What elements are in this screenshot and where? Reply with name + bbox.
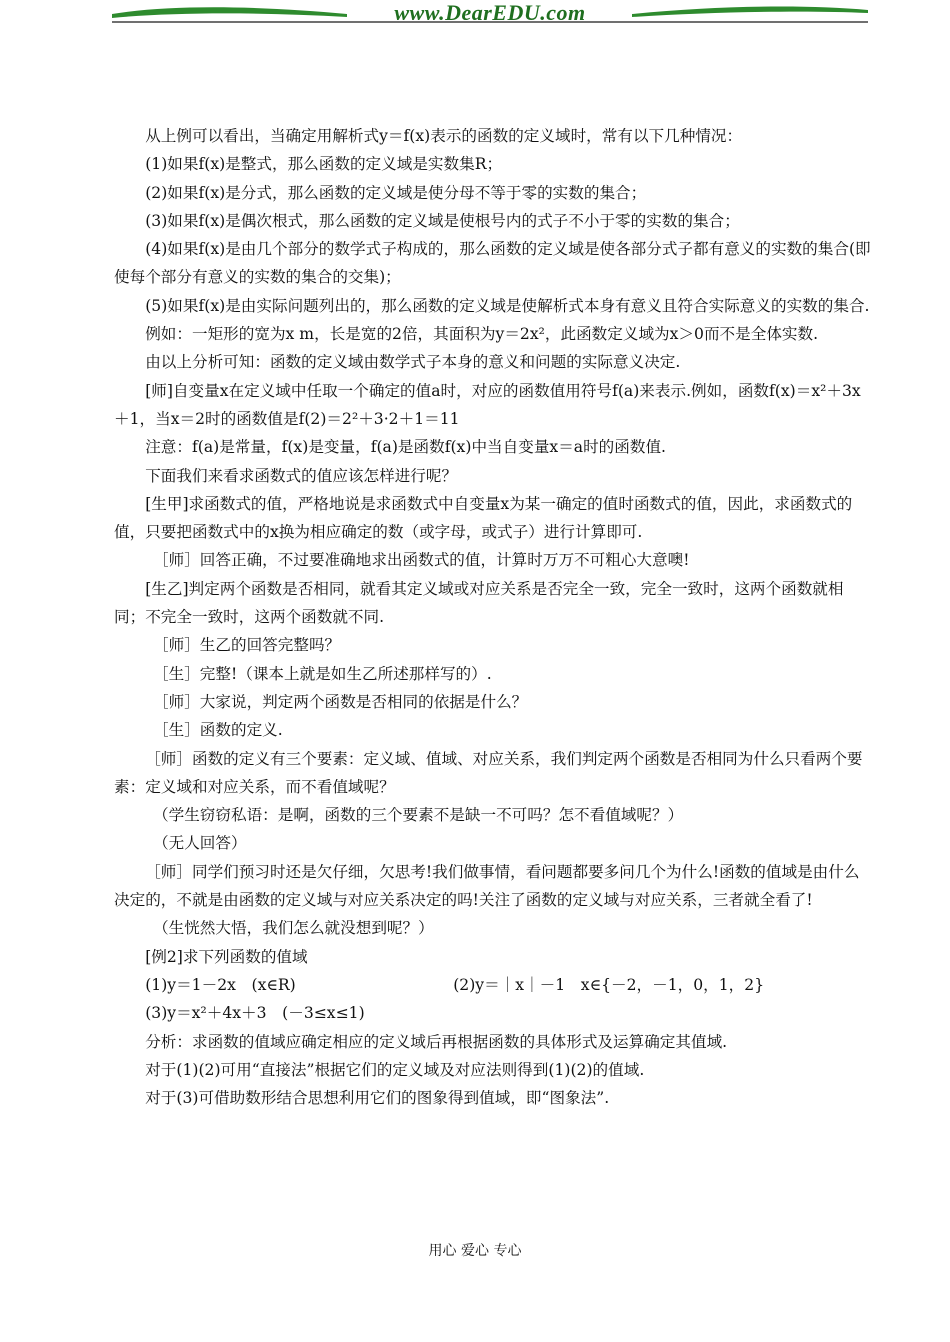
paragraph: ［师］同学们预习时还是欠仔细，欠思考!我们做事情，看问题都要多问几个为什么!函数的值域是由什么决定的，不就是由函数的定义域与对应关系决定的吗!关注了函数的定义域与对应关系，三者就全看了! (114, 862, 860, 910)
paragraph: 由以上分析可知：函数的定义域由数学式子本身的意义和问题的实际意义决定. (145, 353, 681, 372)
paragraph: [生甲]求函数式的值，严格地说是求函数式中自变量x为某一确定的值时函数式的值，因此，求函数式的值，只要把函数式中的x换为相应确定的数（或字母，或式子）进行计算即可. (114, 494, 853, 542)
analysis-paragraph: 对于(1)(2)可用“直接法”根据它们的定义域及对应法则得到(1)(2)的值域. (145, 1060, 645, 1079)
page-footer: 用心 爱心 专心 (428, 1243, 522, 1259)
example-heading: [例2]求下列函数的值域 (145, 947, 308, 966)
example-item-2: (2)y＝｜x｜－1 x∈{－2，－1，0，1，2} (453, 975, 765, 994)
site-logo[interactable]: www.DearEDU.com (394, 0, 586, 25)
example-row (114, 971, 874, 999)
paragraph: (2)如果f(x)是分式，那么函数的定义域是使分母不等于零的实数的集合； (145, 183, 647, 202)
paragraph: ［生］函数的定义. (153, 721, 283, 740)
paragraph: 下面我们来看求函数式的值应该怎样进行呢？ (145, 466, 458, 485)
analysis-paragraph: 分析：求函数的值域应确定相应的定义域后再根据函数的具体形式及运算确定其值域. (145, 1032, 728, 1051)
paragraph: ［生］完整!（课本上就是如生乙所述那样写的）. (153, 664, 492, 683)
paragraph: ［师］函数的定义有三个要素：定义域、值域、对应关系，我们判定两个函数是否相同为什么只看两个要素：定义域和对应关系，而不看值域呢？ (114, 749, 863, 796)
example-item-1: (1)y＝1－2x (x∈R) (145, 975, 296, 994)
paragraph: [师]自变量x在定义域中任取一个确定的值a时，对应的函数值用符号f(a)来表示.例如，函数f(x)＝x²＋3x＋1，当x＝2时的函数值是f(2)＝2²＋3·2＋1＝11 (114, 381, 861, 428)
analysis-paragraph: 对于(3)可借助数形结合思想利用它们的图象得到值域，即“图象法”. (145, 1089, 610, 1108)
paragraph: （无人回答） (153, 834, 247, 853)
paragraph: 从上例可以看出，当确定用解析式y＝f(x)表示的函数的定义域时，常有以下几种情况： (145, 127, 743, 145)
paragraph: ［师］回答正确，不过要准确地求出函数式的值，计算时万万不可粗心大意噢! (153, 551, 690, 570)
document-body (114, 122, 874, 1112)
paragraph: （生恍然大悟，我们怎么就没想到呢？） (153, 919, 434, 938)
paragraph: 注意：f(a)是常量，f(x)是变量，f(a)是函数f(x)中当自变量x＝a时的函数值. (145, 438, 667, 457)
paragraph: ［师］大家说，判定两个函数是否相同的依据是什么？ (153, 692, 528, 711)
paragraph: (3)如果f(x)是偶次根式，那么函数的定义域是使根号内的式子不小于零的实数的集合； (145, 211, 740, 230)
example-item-3: (3)y＝x²＋4x＋3 (－3≤x≤1) (145, 1004, 365, 1023)
paragraph: （学生窃窃私语：是啊，函数的三个要素不是缺一不可吗？怎不看值域呢？） (153, 806, 684, 825)
paragraph: (4)如果f(x)是由几个部分的数学式子构成的，那么函数的定义域是使各部分式子都有意义的实数的集合(即使每个部分有意义的实数的集合的交集)； (114, 240, 871, 287)
paragraph: [生乙]判定两个函数是否相同，就看其定义域或对应关系是否完全一致，完全一致时，这两个函数就相同；不完全一致时，这两个函数就不同. (114, 579, 844, 627)
page-header (112, 0, 868, 28)
paragraph: (5)如果f(x)是由实际问题列出的，那么函数的定义域是使解析式本身有意义且符合实际意义的实数的集合. (145, 296, 870, 315)
paragraph: ［师］生乙的回答完整吗？ (153, 636, 341, 655)
paragraph: (1)如果f(x)是整式，那么函数的定义域是实数集R； (145, 155, 503, 174)
paragraph: 例如：一矩形的宽为x m，长是宽的2倍，其面积为y＝2x²，此函数定义域为x＞0而不是全体实数. (145, 325, 819, 344)
